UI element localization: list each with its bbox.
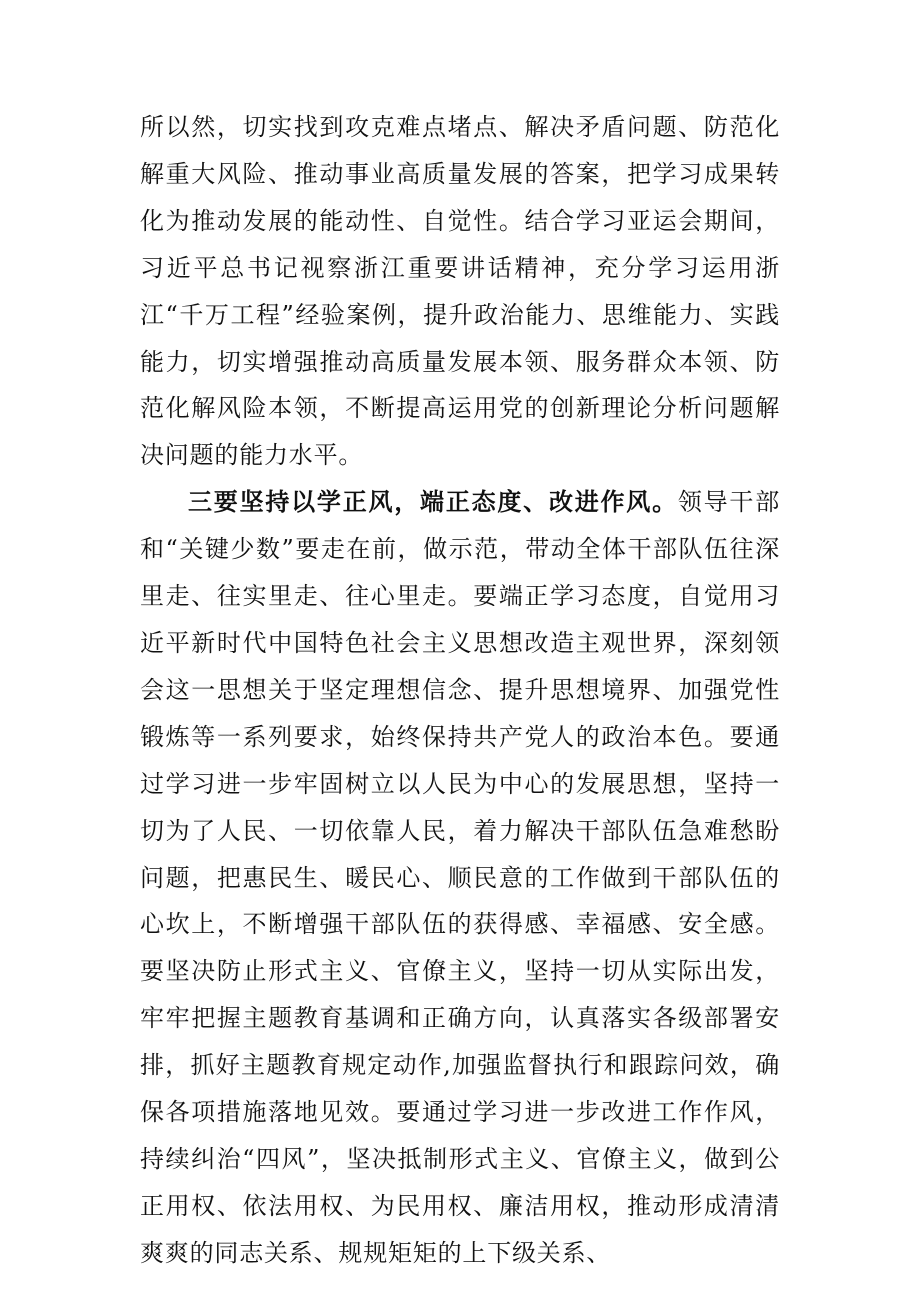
- paragraph-text: 所以然，切实找到攻克难点堵点、解决矛盾问题、防范化解重大风险、推动事业高质量发展的答案，把学习成果转化为推动发展的能动性、自觉性。结合学习亚运会期间，习近平总书记视察浙江重要讲话精神，充分学习运用浙江“千万工程”经验案例，提升政治能力、思维能力、实践能力，切实增强推动高质量发展本领、服务群众本领、防范化解风险本领，不断提高运用党的创新理论分析问题解决问题的能力水平。: [140, 113, 780, 470]
- paragraph-lead-heading: 三要坚持以学正风，端正态度、改进作风。: [188, 487, 678, 517]
- document-body: [140, 104, 780, 1277]
- paragraph-continuation: [140, 104, 780, 479]
- paragraph-text: 领导干部和“关键少数”要走在前，做示范，带动全体干部队伍往深里走、往实里走、往心里走。要端正学习态度，自觉用习近平新时代中国特色社会主义思想改造主观世界，深刻领会这一思想关于坚定理想信念、提升思想境界、加强党性锻炼等一系列要求，始终保持共产党人的政治本色。要通过学习进一步牢固树立以人民为中心的发展思想，坚持一切为了人民、一切依靠人民，着力解决干部队伍急难愁盼问题，把惠民生、暖民心、顺民意的工作做到干部队伍的心坎上，不断增强干部队伍的获得感、幸福感、安全感。要坚决防止形式主义、官僚主义，坚持一切从实际出发，牢牢把握主题教育基调和正确方向，认真落实各级部署安排，抓好主题教育规定动作,加强监督执行和跟踪问效，确保各项措施落地见效。要通过学习进一步改进工作作风，持续纠治“四风”，坚决抵制形式主义、官僚主义，做到公正用权、依法用权、为民用权、廉洁用权，推动形成清清爽爽的同志关系、规规矩矩的上下级关系、: [140, 488, 781, 1267]
- paragraph-point-three: [140, 479, 780, 1276]
